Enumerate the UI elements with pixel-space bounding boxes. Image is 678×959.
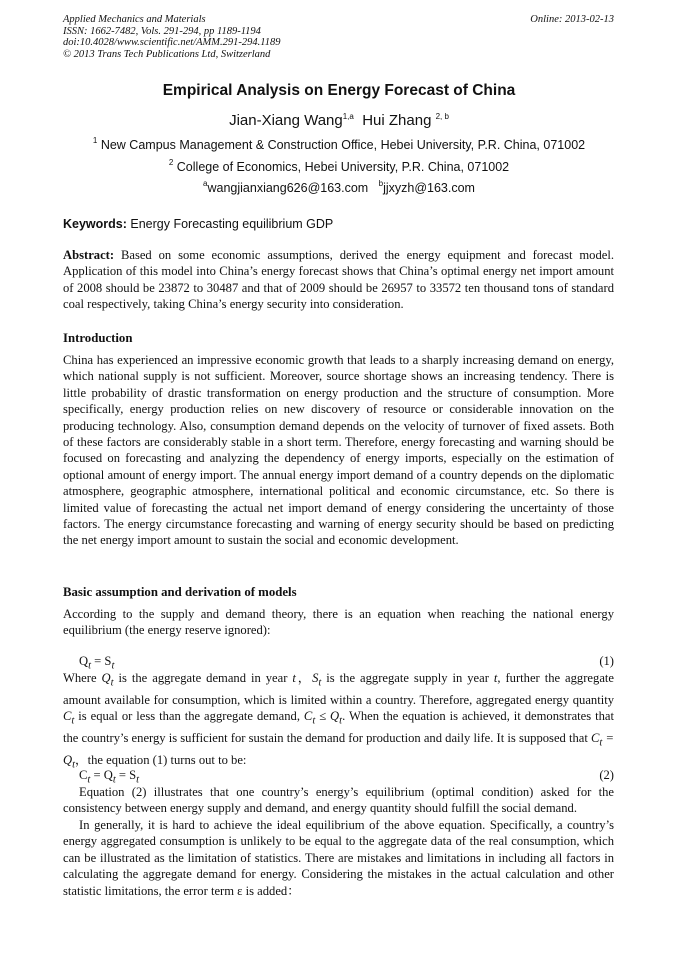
abstract-text: Based on some economic assumptions, derived the energy equipment and forecast model. Application of this model into China’s energy forecast shows that China’s optimal energy net import amount of 2008 should be 23872 to 30487 and that of 2009 should be 26957 to 33572 ten thousand tons of standard coal respectively, taking China’s energy security into consideration.: [63, 248, 614, 312]
eq-subscript: t: [88, 660, 92, 672]
text-run: is the aggregate demand in year: [113, 671, 293, 685]
keywords-label: Keywords:: [63, 217, 127, 231]
paragraph-equilibrium: Equation (2) illustrates that one country’s energy’s equilibrium (optimal condition) asked for the consistency between energy supply and demand, and energy quantity should fulfill the social demand.: [63, 785, 614, 816]
paragraph-definitions: [63, 670, 614, 774]
equation-2-number: (2): [599, 768, 614, 782]
text-run: is the aggregate supply in year: [321, 671, 494, 685]
publication-info: [63, 14, 280, 60]
email-line: [0, 181, 678, 195]
basic-heading: Basic assumption and derivation of models: [63, 585, 297, 599]
math-sub: t: [71, 715, 75, 727]
copyright: © 2013 Trans Tech Publications Ltd, Switzerland: [63, 48, 271, 60]
affiliation-2: [0, 160, 678, 174]
keywords: [63, 217, 333, 231]
introduction-heading: Introduction: [63, 331, 133, 345]
email-a: wangjianxiang626@163.com: [207, 181, 369, 195]
text-run: . When the equation is achieved, it demonstrates that the country’s energy is sufficient for sustain the demand for production and daily life. It is supposed that: [63, 709, 615, 746]
email-superscript: b: [378, 179, 384, 188]
affiliation-superscript: 2: [168, 158, 174, 167]
eq-subscript: t: [112, 774, 116, 786]
email-b: jjxyzh@163.com: [383, 181, 475, 195]
paper-title: Empirical Analysis on Energy Forecast of China: [162, 82, 516, 99]
keywords-text: Energy Forecasting equilibrium GDP: [130, 217, 334, 231]
eq-subscript: t: [136, 774, 140, 786]
math-var: Q: [101, 671, 111, 685]
math-var: S: [312, 671, 319, 685]
math-sub: t: [312, 715, 316, 727]
text-run: ，the equation (1) turns out to be:: [75, 753, 247, 768]
math-var: t: [292, 671, 296, 685]
author-name: Jian-Xiang Wang: [229, 112, 343, 129]
eq-symbol: C: [79, 768, 88, 782]
math-var: C: [591, 731, 600, 746]
math-var: t: [493, 671, 498, 685]
doi: doi:10.4028/www.scientific.net/AMM.291-294.1189: [63, 37, 281, 48]
abstract: [63, 247, 614, 313]
math-var: ≤ Q: [315, 709, 340, 724]
author-superscript: 2, b: [435, 112, 449, 121]
issn: ISSN: 1662-7482, Vols. 291-294, pp 1189-1194: [63, 25, 261, 37]
text-run: Where: [63, 671, 102, 685]
author-line: [0, 112, 678, 129]
abstract-label: Abstract:: [63, 248, 115, 262]
journal-name: Applied Mechanics and Materials: [63, 14, 206, 25]
eq-symbol: = Q: [90, 768, 113, 782]
math-sub: t: [599, 737, 603, 749]
author-superscript: 1,a: [342, 112, 354, 121]
affiliation-superscript: 1: [92, 136, 98, 145]
math-sub: t: [318, 677, 322, 689]
math-var: = Q: [63, 731, 614, 768]
eq-symbol: = S: [115, 768, 137, 782]
text-run: is equal or less than the aggregate demand,: [74, 709, 304, 724]
eq-subscript: t: [111, 660, 115, 672]
affiliation-1: [0, 138, 678, 152]
math-var: C: [303, 709, 313, 724]
author-name: Hui Zhang: [362, 112, 432, 129]
math-sub: t: [339, 715, 343, 727]
eq-symbol: Q: [79, 654, 89, 668]
affiliation-text: College of Economics, Hebei University, P.R. China, 071002: [176, 160, 510, 174]
affiliation-text: New Campus Management & Construction Office, Hebei University, P.R. China, 071002: [100, 138, 586, 152]
text-run: , further the aggregate amount available for consumption, which is limited within a country. Therefore, aggregated energy quantity: [63, 671, 614, 707]
paragraph-error-term: In generally, it is hard to achieve the ideal equilibrium of the above equation. Specifically, a country’s energy aggregated consumption is unlikely to be equal to the aggregate data of the real consumption, which can be illustrated as the limitation of statistics. There are mistakes and limitations in including all factors in calculating the aggregate demand for energy. Considering the mistakes in the actual calculation and other statistic limitations, the error term ε is added：: [63, 818, 614, 898]
eq-symbol: = S: [91, 654, 112, 668]
eq-subscript: t: [87, 774, 91, 786]
basic-intro-paragraph: According to the supply and demand theory, there is an equation when reaching the national energy equilibrium (the energy reserve ignored):: [63, 607, 614, 638]
math-var: C: [63, 709, 72, 724]
equation-1-number: (1): [599, 654, 614, 668]
equation-1: [79, 654, 114, 672]
introduction-paragraph: China has experienced an impressive economic growth that leads to a sharply increasing demand on energy, which national supply is not sufficient. Moreover, source shortage shows an increasing tendency. There is little probability of drastic transformation on energy production and the structure of consumption. More specifically, energy production relies on new discovery of resource or considerable innovation on the producing technology. Also, consumption demand depends on the velocity of turnover of fixed assets. Both of these factors are considerably stable in a short term. Therefore, energy forecasting and warning should be focused on forecasting and analyzing the dependency of energy imports, especially on the estimation of optional amount of energy import. The annual energy import demand of a country depends on the diplomatic atmosphere, geographic atmosphere, international political and economic circumstance, etc. So there is limited value of forecasting the actual net import demand of energy considering the uncertainty of those factors. The energy circumstance forecasting and warning of energy security should be based on predicting the net energy import amount to sustain the social and economic development.: [63, 353, 614, 548]
online-date: Online: 2013-02-13: [530, 14, 614, 25]
email-superscript: a: [203, 179, 208, 188]
equation-2: [79, 768, 139, 786]
math-sub: t: [110, 677, 114, 689]
text-run: ，: [295, 671, 313, 685]
math-sub: t: [72, 759, 76, 771]
